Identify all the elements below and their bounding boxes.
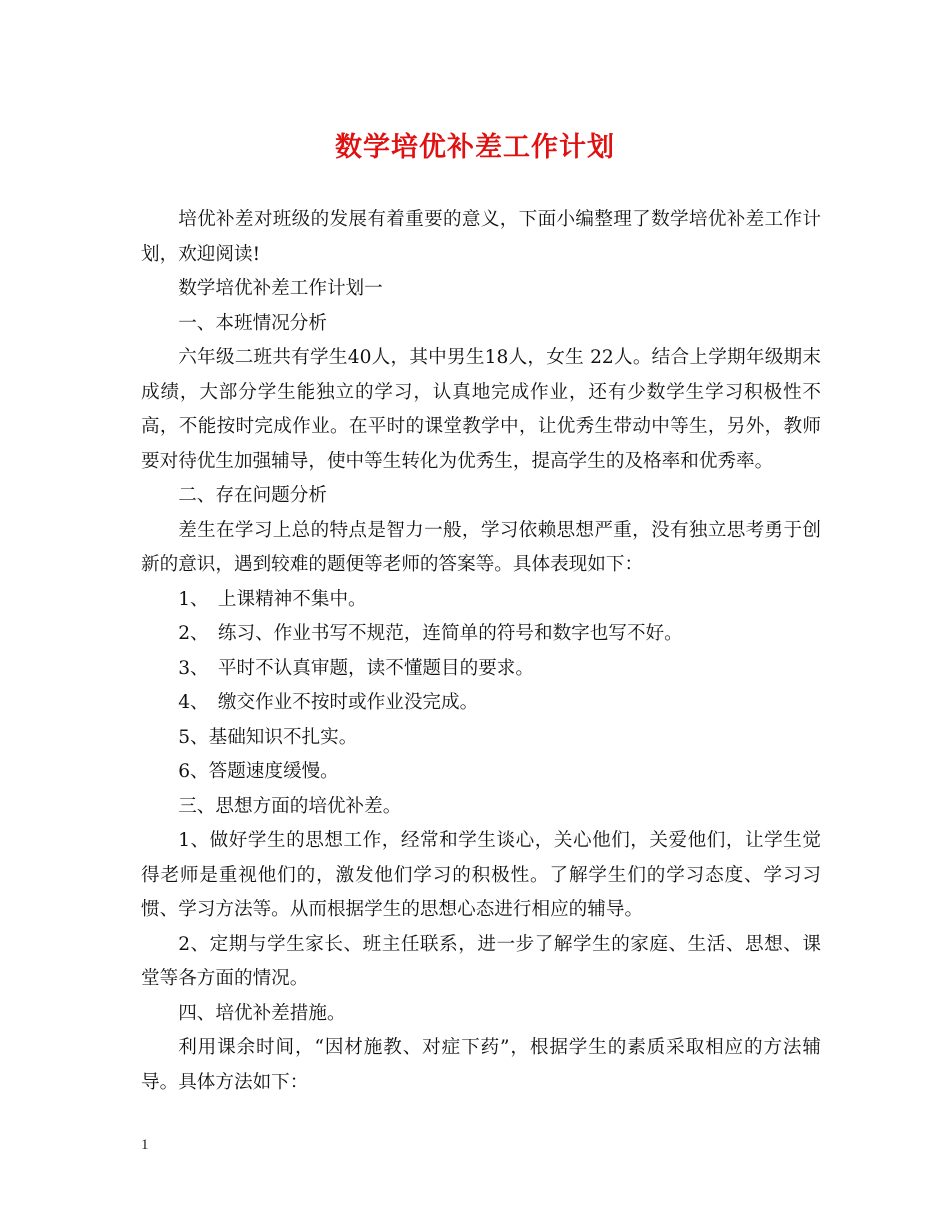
- section-heading: 一、本班情况分析: [178, 312, 327, 334]
- document-title: 数学培优补差工作计划: [335, 132, 615, 163]
- section-heading: 四、培优补差措施。: [178, 1002, 346, 1024]
- page-number: 1: [141, 1137, 149, 1153]
- list-item: 2、 练习、作业书写不规范，连简单的符号和数字也写不好。: [178, 623, 683, 644]
- document-body: [141, 203, 821, 1100]
- list-item: 1、 上课精神不集中。: [178, 588, 367, 610]
- paragraph: 六年级二班共有学生40人，其中男生18人，女生 22人。结合上学期年级期末成绩，大部分学生能独立的学习，认真地完成作业，还有少数学生学习积极性不高，不能按时完成作业。在平时的课堂教学中，让优秀生带动中等生，另外，教师要对待优生加强辅导，使中等生转化为优秀生，提高学生的及格率和优秀率。: [141, 347, 821, 472]
- paragraph: 培优补差对班级的发展有着重要的意义，下面小编整理了数学培优补差工作计划，欢迎阅读!: [141, 209, 821, 265]
- list-item: 3、 平时不认真审题，读不懂题目的要求。: [178, 657, 534, 679]
- paragraph: 2、定期与学生家长、班主任联系，进一步了解学生的家庭、生活、思想、课堂等各方面的情况。: [141, 933, 821, 989]
- section-heading: 三、思想方面的培优补差。: [178, 795, 402, 817]
- list-item: 4、 缴交作业不按时或作业没完成。: [178, 692, 479, 713]
- list-item: 5、基础知识不扎实。: [178, 726, 358, 748]
- paragraph: 利用课余时间，“因材施教、对症下药”，根据学生的素质采取相应的方法辅导。具体方法如下：: [141, 1037, 821, 1093]
- list-item: 6、答题速度缓慢。: [178, 761, 339, 782]
- paragraph: 1、做好学生的思想工作，经常和学生谈心，关心他们，关爱他们，让学生觉得老师是重视他们的，激发他们学习的积极性。了解学生们的学习态度、学习习惯、学习方法等。从而根据学生的思想心态进行相应的辅导。: [141, 830, 821, 920]
- paragraph: 数学培优补差工作计划一: [178, 278, 383, 299]
- section-heading: 二、存在问题分析: [178, 485, 327, 506]
- paragraph: 差生在学习上总的特点是智力一般，学习依赖思想严重，没有独立思考勇于创新的意识，遇到较难的题便等老师的答案等。具体表现如下：: [141, 519, 821, 575]
